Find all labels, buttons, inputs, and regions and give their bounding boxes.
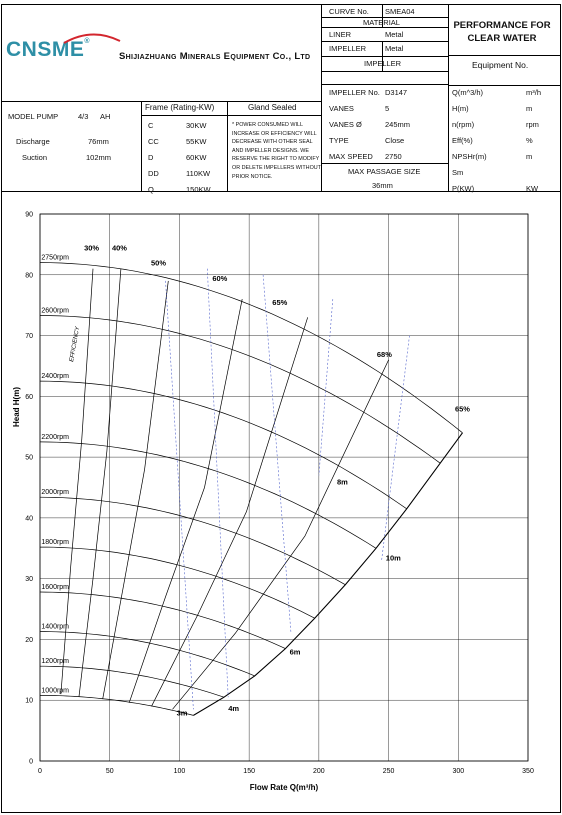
gland-label: Gland Sealed <box>248 103 297 112</box>
speed-curve <box>40 695 193 718</box>
param-unit: m³/h <box>526 88 541 97</box>
speed-curve <box>40 497 345 585</box>
vanes-label: VANES <box>329 104 354 113</box>
frame-kw: 110KW <box>186 169 211 178</box>
npsh-label: 4m <box>228 704 240 714</box>
model-suffix: AH <box>100 112 111 121</box>
speed-curve <box>40 263 463 433</box>
y-tick-label: 10 <box>25 697 33 705</box>
efficiency-label: 50% <box>151 258 167 268</box>
efficiency-label: 30% <box>84 243 100 253</box>
frame-kw: 60KW <box>186 153 207 162</box>
npsh-label: 6m <box>289 647 301 657</box>
x-tick-label: 250 <box>382 768 395 775</box>
cnsme-logo: CNSME® <box>6 38 90 62</box>
model-label: MODEL PUMP <box>8 112 59 121</box>
efficiency-curve <box>173 360 389 709</box>
discharge-value: 76mm <box>88 137 109 146</box>
efficiency-label: 60% <box>212 273 228 283</box>
frame-kw: 150KW <box>186 185 211 194</box>
y-tick-label: 90 <box>25 211 33 219</box>
x-tick-label: 50 <box>105 768 114 775</box>
curve-no-label: CURVE No. <box>329 7 369 16</box>
x-tick-label: 350 <box>522 768 534 775</box>
speed-curve-label: 2200rpm <box>41 433 70 441</box>
impeller-material-label: IMPELLER <box>329 44 367 53</box>
y-tick-label: 30 <box>25 576 33 584</box>
speed-curve-label: 1400rpm <box>41 623 70 631</box>
impeller-section-label: IMPELLER <box>364 59 402 68</box>
liner-value: Metal <box>385 30 404 39</box>
frame-name: C <box>148 121 154 130</box>
npsh-label: 3m <box>176 708 188 718</box>
frame-kw: 30KW <box>186 121 207 130</box>
speed-curve-label: 1600rpm <box>41 584 70 592</box>
discharge-label: Discharge <box>16 137 50 146</box>
param-label: Eff(%) <box>452 136 473 145</box>
impeller-material-value: Metal <box>385 44 404 53</box>
speed-curve-label: 1800rpm <box>41 539 70 547</box>
impeller-no-value: D3147 <box>385 88 408 97</box>
header-block <box>2 5 560 192</box>
npsh-curve <box>207 269 228 698</box>
suction-value: 102mm <box>86 153 112 162</box>
y-tick-label: 40 <box>25 515 33 523</box>
frame-name: CC <box>148 137 159 146</box>
x-tick-label: 150 <box>243 768 255 775</box>
efficiency-label: 40% <box>111 243 127 253</box>
suction-label: Suction <box>22 153 48 162</box>
speed-curve <box>40 316 440 464</box>
frame-kw: 55KW <box>186 137 207 146</box>
model-value: 4/3 <box>78 112 89 121</box>
efficiency-axis-label: EFFICIENCY <box>69 326 82 363</box>
param-label: Q(m^3/h) <box>452 88 484 97</box>
vanes-dia-label: VANES Ø <box>329 120 362 129</box>
logo-swoosh-icon <box>62 31 122 45</box>
param-label: P(KW) <box>452 184 475 193</box>
speed-curve-label: 2750rpm <box>41 254 70 262</box>
speed-curve-label: 2400rpm <box>41 373 70 381</box>
frame-name: Q <box>148 185 154 194</box>
chart-x-label: Flow Rate Q(m³/h) <box>249 783 319 792</box>
max-speed-value: 2750 <box>385 152 402 161</box>
performance-curve-sheet <box>1 4 561 813</box>
frame-name: DD <box>148 169 159 178</box>
y-tick-label: 0 <box>29 758 33 766</box>
param-label: n(rpm) <box>452 120 475 129</box>
x-tick-label: 100 <box>173 768 186 775</box>
liner-label: LINER <box>329 30 352 39</box>
vanes-dia-value: 245mm <box>385 120 411 129</box>
max-passage-label: MAX PASSAGE SIZE <box>348 167 421 176</box>
speed-curve-label: 2600rpm <box>41 307 70 315</box>
disclaimer-note: * POWER CONSUMED WILL INCREASE OR EFFICIENCY WILL DECREASE WITH OTHER SEAL AND IMPELLER DESIGNS. WE RESERVE THE RIGHT TO MODIFY OR DELETE IMPELLERS WITHOUT PRIOR NOTICE. <box>232 122 321 180</box>
chart-y-label: Head H(m) <box>12 386 21 428</box>
npsh-curve <box>319 299 333 475</box>
equipment-no-label: Equipment No. <box>472 60 529 70</box>
speed-curve <box>40 442 376 548</box>
y-tick-label: 60 <box>25 393 33 401</box>
param-label: NPSHr(m) <box>452 152 487 161</box>
param-label: Sm <box>452 168 464 177</box>
frame-label: Frame (Rating-KW) <box>145 103 215 112</box>
max-passage-value: 36mm <box>372 181 393 190</box>
max-speed-label: MAX SPEED <box>329 152 373 161</box>
y-tick-label: 50 <box>25 454 33 462</box>
y-tick-label: 20 <box>25 636 33 644</box>
speed-curve-label: 2000rpm <box>41 489 70 497</box>
x-tick-label: 300 <box>452 768 465 775</box>
param-unit: m <box>526 104 533 113</box>
npsh-label: 10m <box>385 553 401 563</box>
type-value: Close <box>385 136 405 145</box>
type-label: TYPE <box>329 136 349 145</box>
npsh-curve <box>263 275 291 634</box>
end-of-curve-line <box>193 433 462 716</box>
param-unit: rpm <box>526 120 539 129</box>
efficiency-label: 65% <box>454 404 470 414</box>
param-label: H(m) <box>452 104 469 113</box>
y-tick-label: 70 <box>25 333 33 341</box>
speed-curve <box>40 592 285 649</box>
y-tick-label: 80 <box>25 272 33 280</box>
npsh-curve <box>382 336 410 561</box>
x-tick-label: 0 <box>38 768 42 775</box>
chart-title: PERFORMANCE FOR CLEAR WATER <box>453 20 551 44</box>
speed-curve-label: 1200rpm <box>41 658 70 666</box>
param-unit: KW <box>526 184 539 193</box>
efficiency-label: 65% <box>272 298 288 308</box>
efficiency-label: 68% <box>376 349 392 359</box>
param-unit: % <box>526 136 533 145</box>
pump-performance-chart <box>2 192 560 812</box>
x-tick-label: 200 <box>313 768 325 775</box>
speed-curve-label: 1000rpm <box>41 687 70 695</box>
frame-name: D <box>148 153 154 162</box>
company-name: Shijiazhuang Minerals Equipment Co., Ltd <box>119 51 311 62</box>
curve-no-value: SMEA04 <box>385 7 415 16</box>
vanes-value: 5 <box>385 104 390 113</box>
npsh-label: 8m <box>336 477 348 487</box>
param-unit: m <box>526 152 533 161</box>
impeller-no-label: IMPELLER No. <box>329 88 380 97</box>
material-label: MATERIAL <box>363 18 400 27</box>
speed-curve <box>40 547 315 618</box>
plot-frame <box>40 214 528 761</box>
speed-curve <box>40 632 255 676</box>
